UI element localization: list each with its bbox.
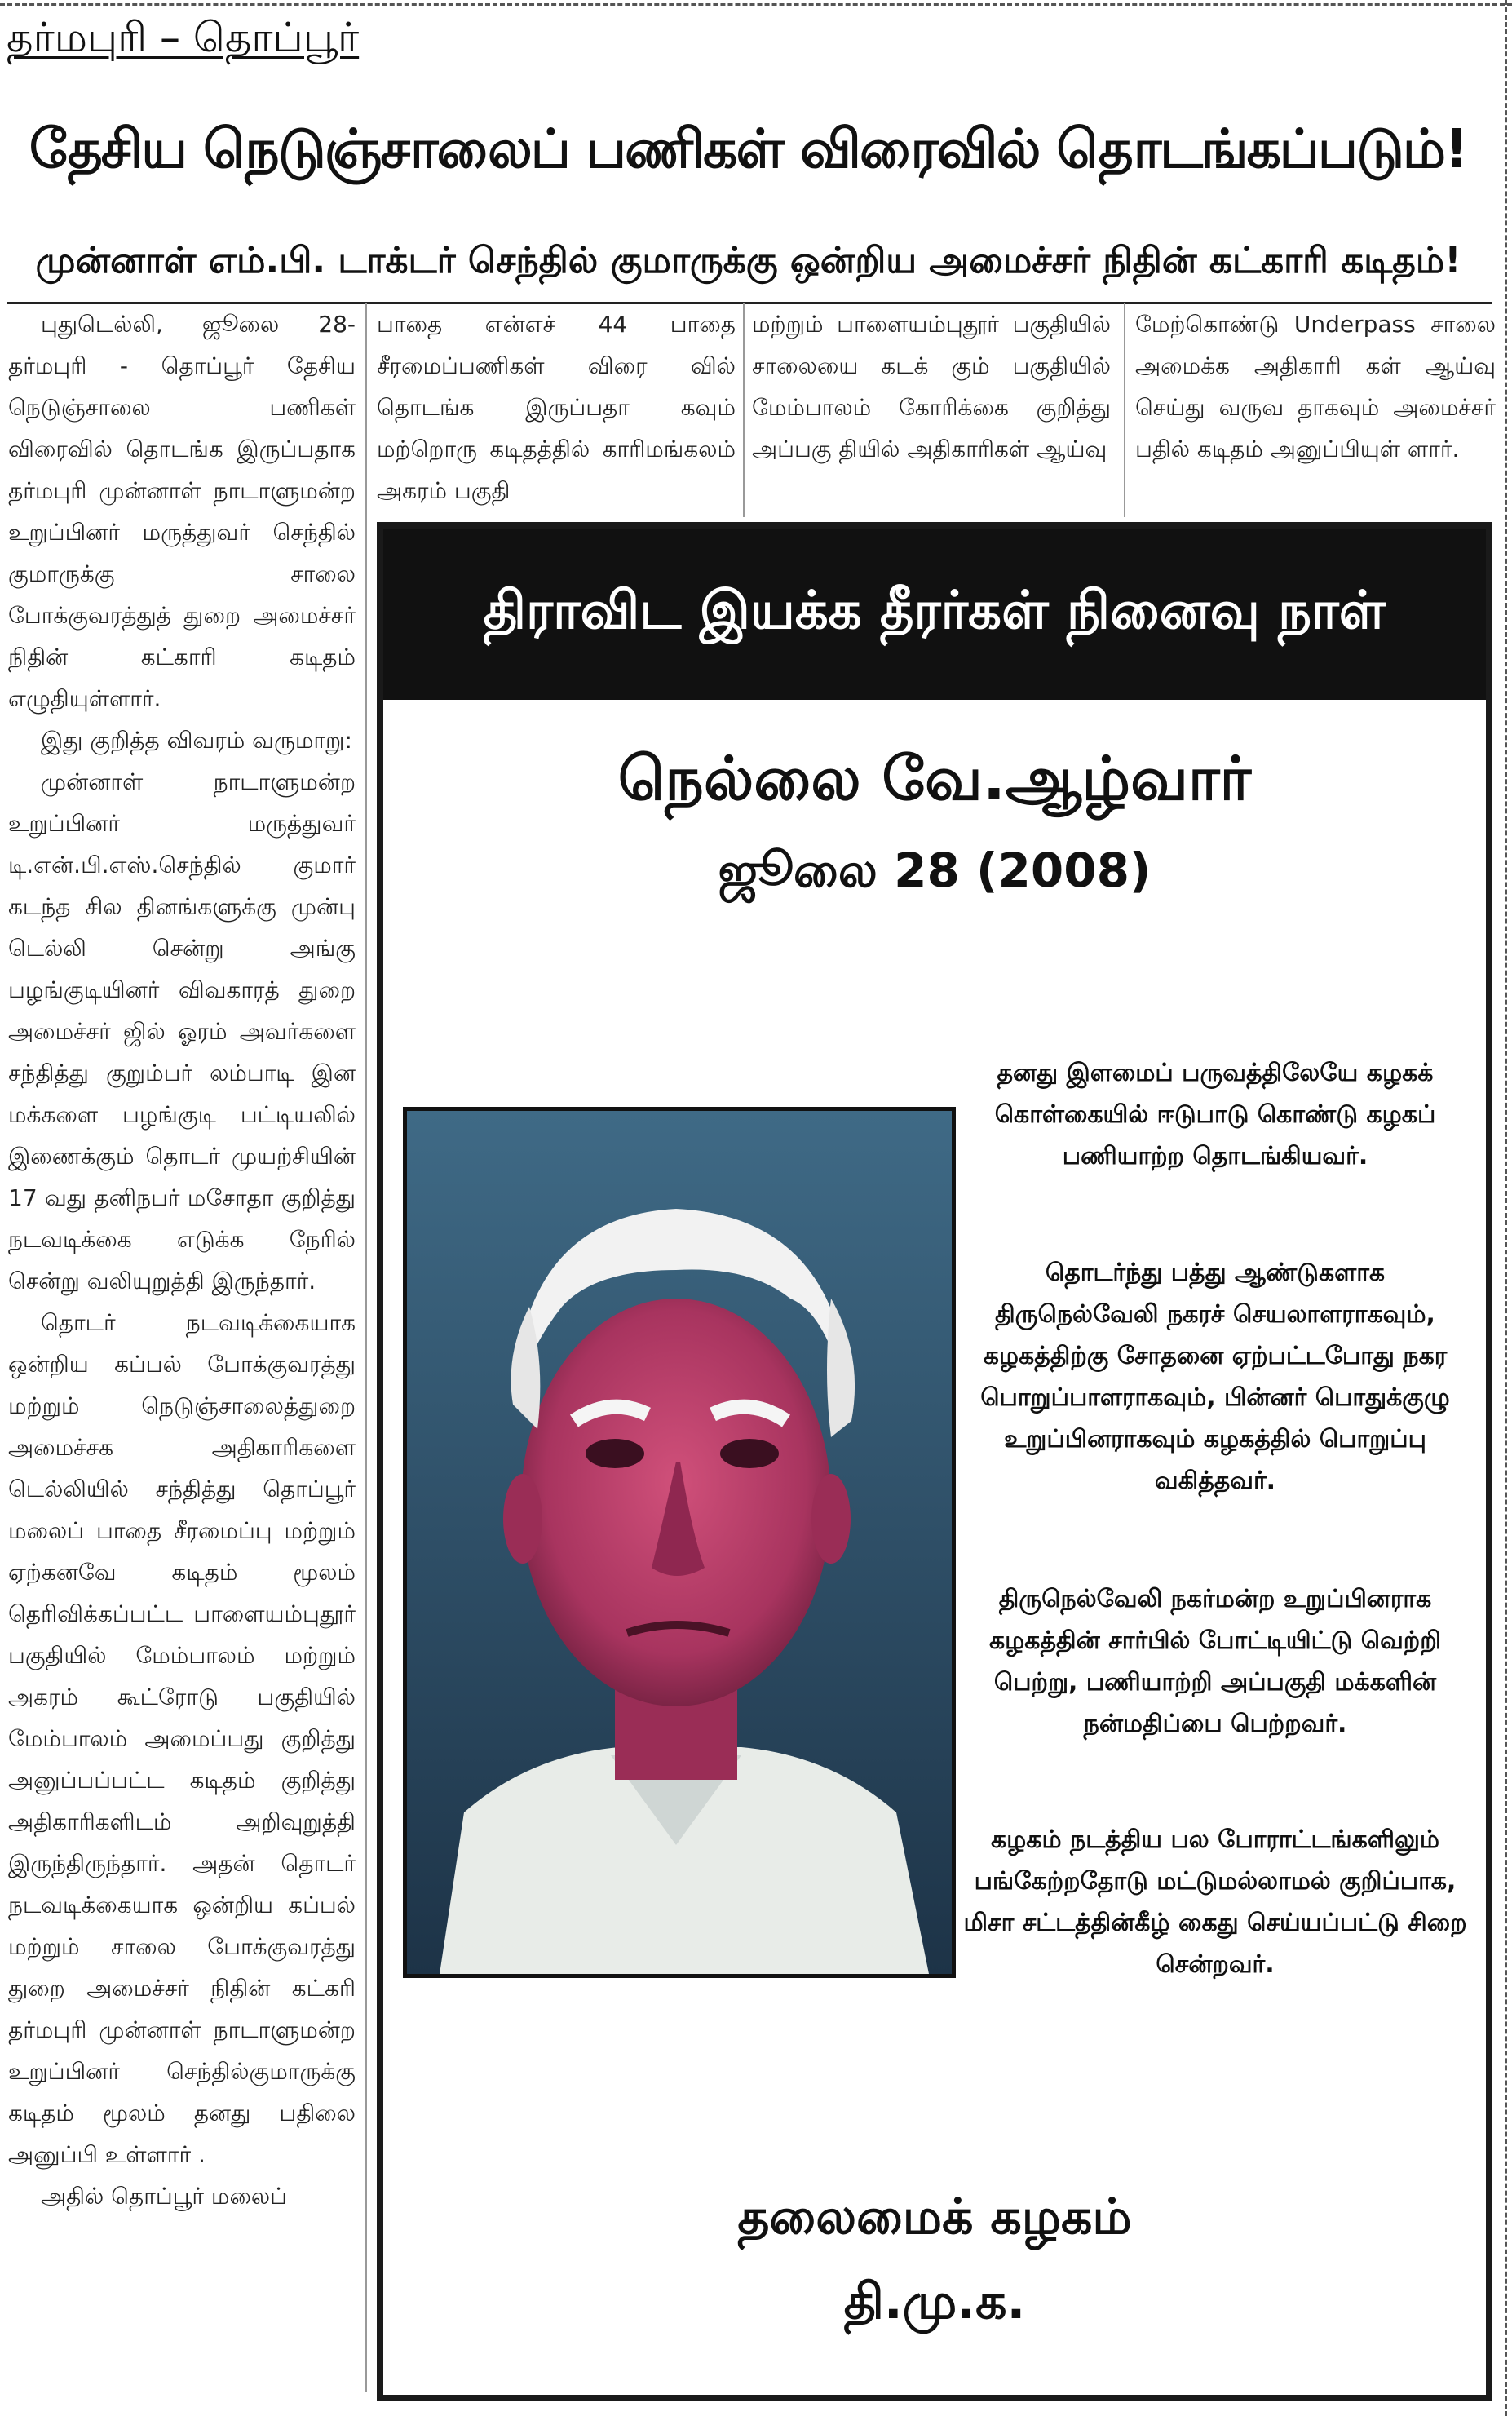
article-paragraph: அதில் தொப்பூர் மலைப் bbox=[41, 2183, 288, 2210]
signoff-party: தி.மு.க. bbox=[843, 2273, 1026, 2330]
dateline: தர்மபுரி – தொப்பூர் bbox=[7, 14, 360, 61]
clipping-edge-right bbox=[1505, 0, 1507, 2416]
clipping-edge-top bbox=[0, 3, 1512, 6]
bio-paragraph: தொடர்ந்து பத்து ஆண்டுகளாக திருநெல்வேலி நகரச் செயலாளராகவும், கழகத்திற்கு சோதனை ஏற்பட்டபோது நகர பொறுப்பாளராகவும், பின்னர் பொதுக்குழு உறுப்பினராகவும் கழகத்தில் பொறுப்பு வகித்தவர். bbox=[980, 1259, 1450, 1495]
column-divider bbox=[1124, 303, 1125, 517]
article-column-1 bbox=[8, 303, 356, 2217]
tribute-header: திராவிட இயக்க தீரர்கள் நினைவு நாள் bbox=[383, 529, 1486, 700]
portrait-illustration bbox=[407, 1111, 952, 1974]
article-paragraph: மற்றும் பாளையம்புதூர் பகுதியில் சாலையை கடக் கும் பகுதியில் மேம்பாலம் கோரிக்கை குறித்து அப்பகு தியில் அதிகாரிகள் ஆய்வு bbox=[752, 311, 1111, 462]
headline: தேசிய நெடுஞ்சாலைப் பணிகள் விரைவில் தொடங்கப்படும்! bbox=[29, 117, 1468, 180]
bio-paragraph: திருநெல்வேலி நகர்மன்ற உறுப்பினராக கழகத்தின் சார்பில் போட்டியிட்டு வெற்றி பெற்று, பணியாற்றி அப்பகுதி மக்களின் நன்மதிப்பை பெற்றவர். bbox=[988, 1585, 1442, 1738]
person-name: நெல்லை வே.ஆழ்வார் bbox=[617, 744, 1252, 814]
article-paragraph: இது குறித்த விவரம் வருமாறு: bbox=[41, 727, 352, 754]
signoff-organization: தலைமைக் கழகம் bbox=[737, 2188, 1132, 2246]
article-column-2 bbox=[377, 303, 736, 511]
article-paragraph: மேற்கொண்டு Underpass சாலை அமைக்க அதிகாரி கள் ஆய்வு செய்து வருவ தாகவும் அமைச்சர் பதில் கடிதம் அனுப்பியுள் ளார். bbox=[1135, 311, 1496, 462]
article-column-4 bbox=[1135, 303, 1496, 470]
column-divider bbox=[743, 303, 745, 517]
article-paragraph: முன்னாள் நாடாளுமன்ற உறுப்பினர் மருத்துவர் டி.என்.பி.எஸ்.செந்தில் குமார் கடந்த சில தினங்களுக்கு முன்பு டெல்லி சென்று அங்கு பழங்குடியினர் விவகாரத் துறை அமைச்சர் ஜில் ஓரம் அவர்களை சந்தித்து குறும்பர் லம்பாடி இன மக்களை பழங்குடி பட்டியலில் இணைக்கும் தொடர் முயற்சியின் 17 வது தனிநபர் மசோதா குறித்து நடவடிக்கை எடுக்க நேரில் சென்று வலியுறுத்தி இருந்தார். bbox=[8, 768, 356, 1294]
portrait-photo bbox=[403, 1107, 956, 1978]
person-date: ஜூலை 28 (2008) bbox=[718, 843, 1152, 898]
article-paragraph: பாதை என்எச் 44 பாதை சீரமைப்பணிகள் விரை வில் தொடங்க இருப்பதா கவும் மற்றொரு கடிதத்தில் காரிமங்கலம் அகரம் பகுதி bbox=[377, 311, 736, 504]
bio-paragraph: தனது இளமைப் பருவத்திலேயே கழகக் கொள்கையில் ஈடுபாடு கொண்டு கழகப் பணியாற்ற தொடங்கியவர். bbox=[994, 1059, 1436, 1170]
article-paragraph: புதுடெல்லி, ஜூலை 28- தர்மபுரி - தொப்பூர் தேசிய நெடுஞ்சாலை பணிகள் விரைவில் தொடங்க இருப்பதாக தர்மபுரி முன்னாள் நாடாளுமன்ற உறுப்பினர் மருத்துவர் செந்தில் குமாருக்கு சாலை போக்குவரத்துத் துறை அமைச்சர் நிதின் கட்காரி கடிதம் எழுதியுள்ளார். bbox=[8, 311, 356, 712]
column-divider bbox=[365, 303, 367, 2392]
subheadline: முன்னாள் எம்.பி. டாக்டர் செந்தில் குமாருக்கு ஒன்றிய அமைச்சர் நிதின் கட்காரி கடிதம்! bbox=[35, 240, 1461, 281]
article-paragraph: தொடர் நடவடிக்கையாக ஒன்றிய கப்பல் போக்குவரத்து மற்றும் நெடுஞ்சாலைத்துறை அமைச்சக அதிகாரிகளை டெல்லியில் சந்தித்து தொப்பூர் மலைப் பாதை சீரமைப்பு மற்றும் ஏற்கனவே கடிதம் மூலம் தெரிவிக்கப்பட்ட பாளையம்புதூர் பகுதியில் மேம்பாலம் மற்றும் அகரம் கூட்ரோடு பகுதியில் மேம்பாலம் அமைப்பது குறித்து அனுப்பப்பட்ட கடிதம் குறித்து அதிகாரிகளிடம் அறிவுறுத்தி இருந்திருந்தார். அதன் தொடர் நடவடிக்கையாக ஒன்றிய கப்பல் மற்றும் சாலை போக்குவரத்து துறை அமைச்சர் நிதின் கட்கரி தர்மபுரி முன்னாள் நாடாளுமன்ற உறுப்பினர் செந்தில்குமாருக்கு கடிதம் மூலம் தனது பதிலை அனுப்பி உள்ளார் . bbox=[8, 1309, 356, 2168]
article-column-3 bbox=[752, 303, 1111, 470]
bio-paragraph: கழகம் நடத்திய பல போராட்டங்களிலும் பங்கேற்றதோடு மட்டுமல்லாமல் குறிப்பாக, மிசா சட்டத்தின்கீழ் கைது செய்யப்பட்டு சிறை சென்றவர். bbox=[963, 1825, 1467, 1979]
